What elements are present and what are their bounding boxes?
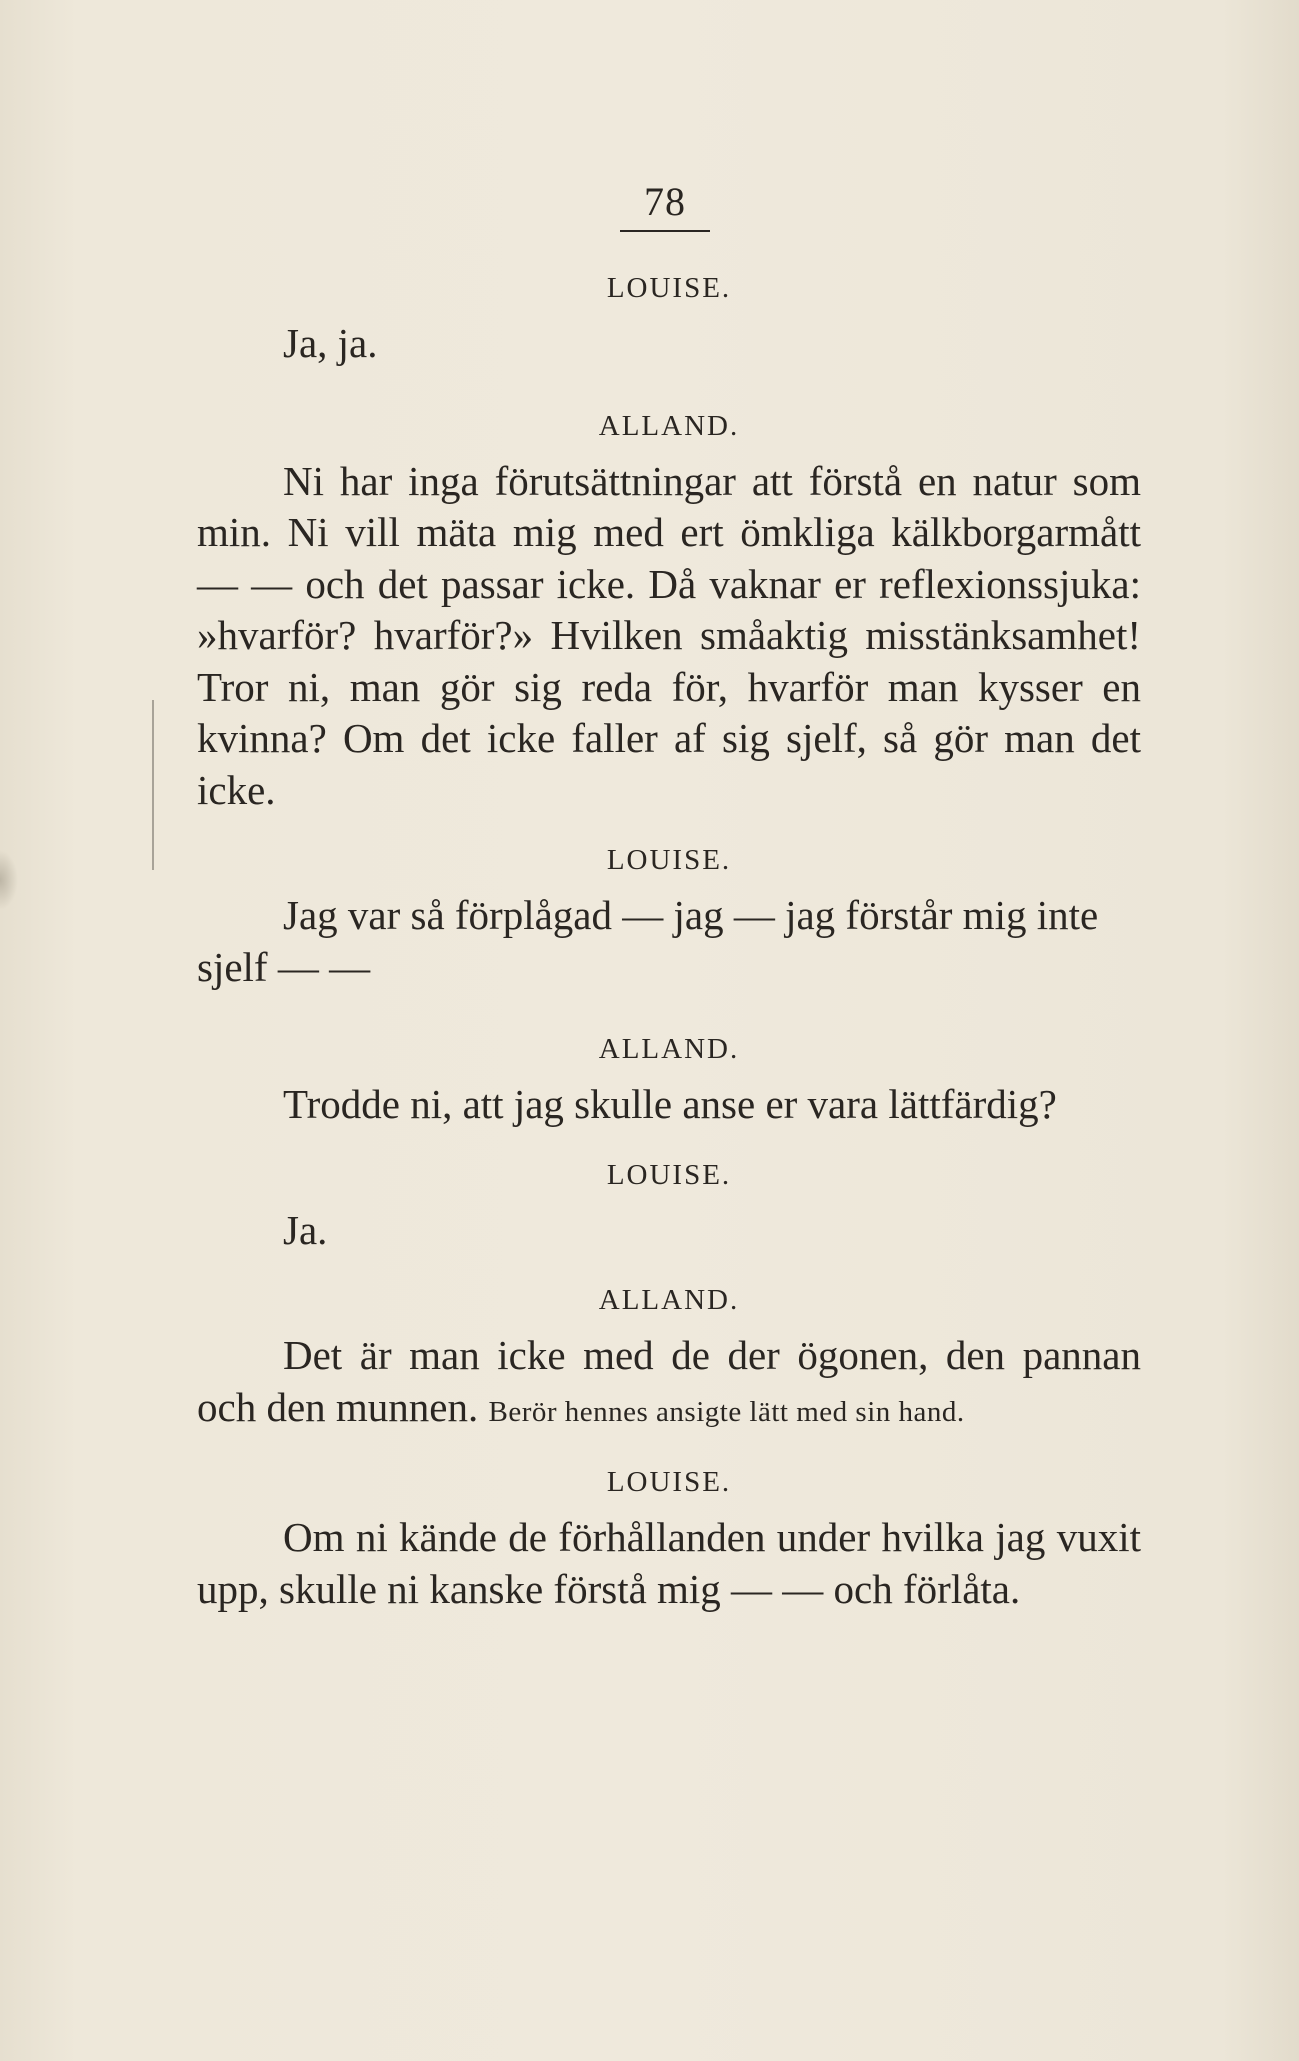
speaker-name: LOUISE. [606,1466,732,1498]
speech-line: Ni har inga förutsättningar att förstå en natur som min. Ni vill mäta mig med ert ömkliga kälkborgarmått — — och det passar icke. Då vaknar er reflexionssjuka: »hvarför? hvarför?» Hvilken småaktig misstänksamhet! Tror ni, man gör sig reda för, hvarför man kysser en kvinna? Om det icke faller af sig sjelf, så gör man det icke. [197,457,1141,813]
speech-line [197,1330,1141,1438]
speech-line: Trodde ni, att jag skulle anse er vara lättfärdig? [283,1081,1057,1127]
margin-pencil-mark [152,700,154,870]
speech-line: Ja. [283,1206,328,1253]
speaker-name: LOUISE. [606,1158,732,1191]
speech-line: Ja, ja. [283,320,378,366]
page-number: 78 [644,179,686,224]
binding-shadow [0,850,18,910]
speech-line: Jag var så förplågad — jag — jag förstår mig inte sjelf — — [197,892,1099,990]
speech-text: Det är man icke med de der ögonen, den pannan och den munnen. [197,1332,1141,1430]
speaker-name: ALLAND. [598,1284,740,1316]
speaker-name: ALLAND. [598,1033,740,1065]
speaker-name: ALLAND. [598,409,740,442]
speaker-name: LOUISE. [606,272,732,304]
page-number-rule [620,230,710,232]
speech-line: Om ni kände de förhållanden under hvilka jag vuxit upp, skulle ni kanske förstå mig — — och förlåta. [197,1514,1141,1612]
stage-direction: Berör hennes ansigte lätt med sin hand. [488,1395,965,1428]
dialogue-text [197,258,1141,1615]
speaker-name: LOUISE. [606,844,732,876]
